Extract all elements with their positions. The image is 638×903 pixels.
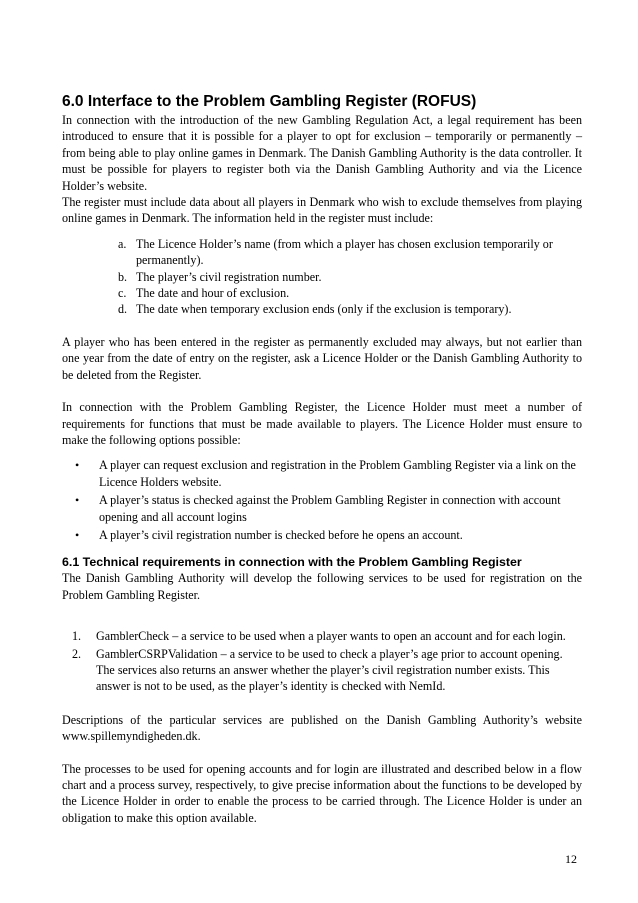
permanent-exclusion-paragraph: A player who has been entered in the register as permanently excluded may always, but not earlier than one year from the date of entry on the register, ask a Licence Holder or the Danish Gambling Authority to be deleted from the Register. [62,334,582,382]
list-item: 1. GamblerCheck – a service to be used when a player wants to open an account and for each login. [72,629,566,644]
list-item: 2. GamblerCSRPValidation – a service to be used to check a player’s age prior to account opening. The services also returns an answer whether the player’s civil registration number exists. This answer is not to be used, as the player’s identity is checked with NemId. [72,646,563,694]
page-number: 12 [565,852,577,866]
section-title: 6.0 Interface to the Problem Gambling Register (ROFUS) [62,93,477,110]
requirements-paragraph: In connection with the Problem Gambling Register, the Licence Holder must meet a number of requirements for functions that must be made available to players. The Licence Holder must ensure to make the following options possible: [62,400,582,447]
services-paragraph: The Danish Gambling Authority will develop the following services to be used for registration on the Problem Gambling Register. [62,571,582,602]
register-data-list [62,236,582,318]
list-item: d. The date when temporary exclusion ends (only if the exclusion is temporary). [118,302,512,317]
register-intro-paragraph: The register must include data about all players in Denmark who wish to exclude themselves from playing online games in Denmark. The information held in the register must include: [62,195,582,226]
list-item: • A player can request exclusion and registration in the Problem Gambling Register via a link on the Licence Holders website. [75,458,576,489]
list-item: b. The player’s civil registration number. [118,269,322,284]
list-item: • A player’s status is checked against the Problem Gambling Register in connection with account opening and all account logins [75,493,561,524]
subsection-title: 6.1 Technical requirements in connection with the Problem Gambling Register [62,555,522,570]
services-list [62,628,582,695]
list-item: • A player’s civil registration number is checked before he opens an account. [75,527,463,542]
options-list [62,457,582,543]
list-item: c. The date and hour of exclusion. [118,286,290,301]
intro-paragraph: In connection with the introduction of the new Gambling Regulation Act, a legal requirement has been introduced to ensure that it is possible for a player to opt for exclusion – temporarily or permanently – from being able to play online games in Denmark. The Danish Gambling Authority is the data controller. It must be possible for players to register both via the Danish Gambling Authority and via the Licence Holder’s website. [62,113,582,193]
list-item: a. The Licence Holder’s name (from which a player has chosen exclusion temporarily or permanently). [118,236,553,268]
processes-paragraph: The processes to be used for opening accounts and for login are illustrated and described below in a flow chart and a process survey, respectively, to give precise information about the functions to be developed by the Licence Holder in order to enable the process to be carried through. The Licence Holder is under an obligation to make this option available. [62,761,582,825]
descriptions-paragraph: Descriptions of the particular services are published on the Danish Gambling Authority’s website www.spillemyndigheden.dk. [62,712,582,744]
document-page [62,92,582,826]
